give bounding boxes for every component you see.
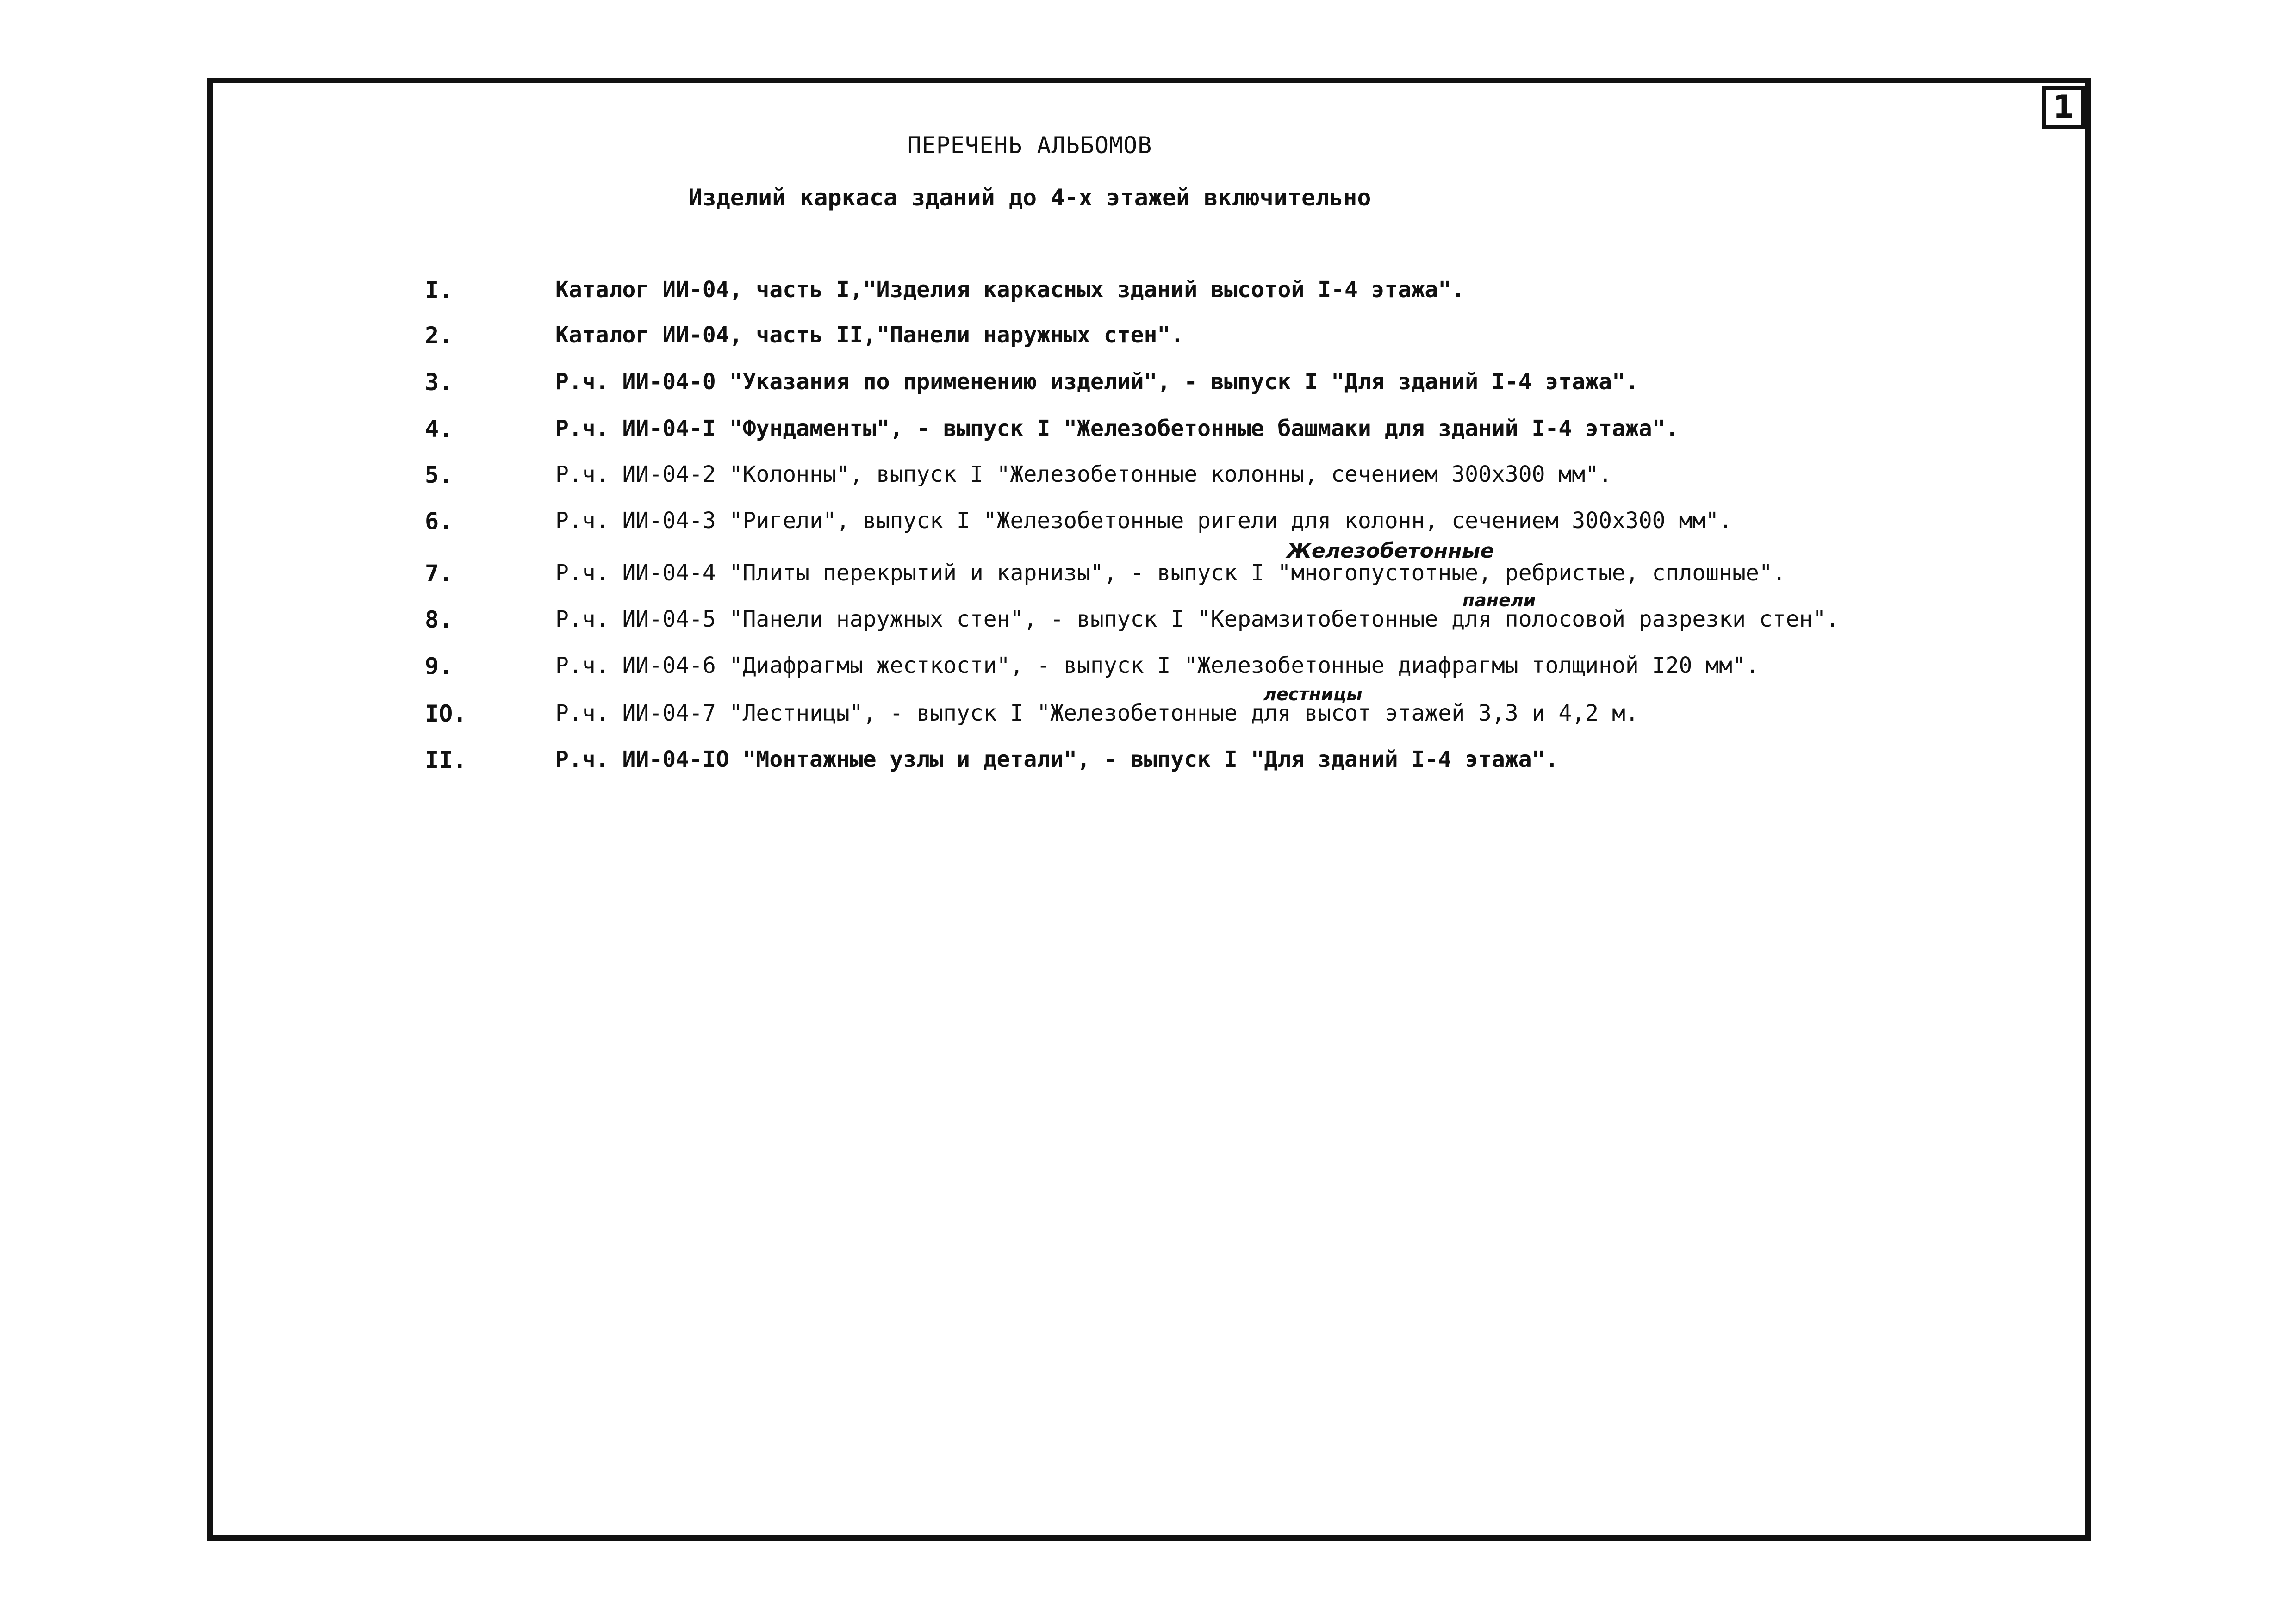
item-number: 8.	[425, 606, 453, 633]
item-number: 5.	[425, 461, 453, 488]
handwritten-note: лестницы	[1263, 684, 1363, 704]
list-item	[0, 508, 2296, 540]
item-text: Р.ч. ИИ-04-4 "Плиты перекрытий и карнизы", - выпуск I "многопустотные, ребристые, сплошные".	[555, 560, 1786, 586]
document-subtitle: Изделий каркаса зданий до 4-х этажей включительно	[688, 184, 1371, 211]
item-text: Каталог ИИ-04, часть II,"Панели наружных стен".	[555, 322, 1184, 348]
item-text: Каталог ИИ-04, часть I,"Изделия каркасных зданий высотой I-4 этажа".	[555, 277, 1465, 303]
handwritten-note: панели	[1462, 590, 1536, 610]
list-item	[0, 461, 2296, 494]
handwritten-note: Железобетонные	[1287, 539, 1494, 563]
item-number: 3.	[425, 369, 453, 396]
item-text: Р.ч. ИИ-04-3 "Ригели", выпуск I "Железобетонные ригели для колонн, сечением 300х300 мм".	[555, 508, 1733, 534]
list-item	[0, 369, 2296, 401]
item-text: Р.ч. ИИ-04-7 "Лестницы", - выпуск I "Железобетонные для высот этажей 3,3 и 4,2 м.	[555, 700, 1639, 726]
item-text: Р.ч. ИИ-04-6 "Диафрагмы жесткости", - выпуск I "Железобетонные диафрагмы толщиной I20 мм".	[555, 653, 1759, 678]
item-number: 2.	[425, 322, 453, 349]
item-number: II.	[425, 747, 467, 773]
item-number: 4.	[425, 416, 453, 442]
item-number: I.	[425, 277, 453, 304]
list-item	[0, 653, 2296, 685]
list-item	[0, 322, 2296, 355]
list-item	[0, 416, 2296, 448]
item-text: Р.ч. ИИ-04-5 "Панели наружных стен", - выпуск I "Керамзитобетонные для полосовой разрезки стен".	[555, 606, 1840, 632]
item-number: 9.	[425, 653, 453, 679]
item-text: Р.ч. ИИ-04-0 "Указания по применению изделий", - выпуск I "Для зданий I-4 этажа".	[555, 369, 1639, 395]
item-number: 7.	[425, 560, 453, 587]
item-number: IO.	[425, 700, 467, 727]
item-text: Р.ч. ИИ-04-IO "Монтажные узлы и детали", - выпуск I "Для зданий I-4 этажа".	[555, 747, 1559, 772]
item-number: 6.	[425, 508, 453, 535]
list-item	[0, 606, 2296, 639]
document-title: ПЕРЕЧЕНЬ АЛЬБОМОВ	[907, 132, 1152, 159]
page-number: 1	[2042, 86, 2085, 129]
list-item	[0, 277, 2296, 309]
list-item	[0, 560, 2296, 592]
list-item	[0, 700, 2296, 733]
list-item	[0, 747, 2296, 779]
item-text: Р.ч. ИИ-04-2 "Колонны", выпуск I "Железобетонные колонны, сечением 300х300 мм".	[555, 461, 1612, 487]
item-text: Р.ч. ИИ-04-I "Фундаменты", - выпуск I "Железобетонные башмаки для зданий I-4 этажа".	[555, 416, 1679, 442]
